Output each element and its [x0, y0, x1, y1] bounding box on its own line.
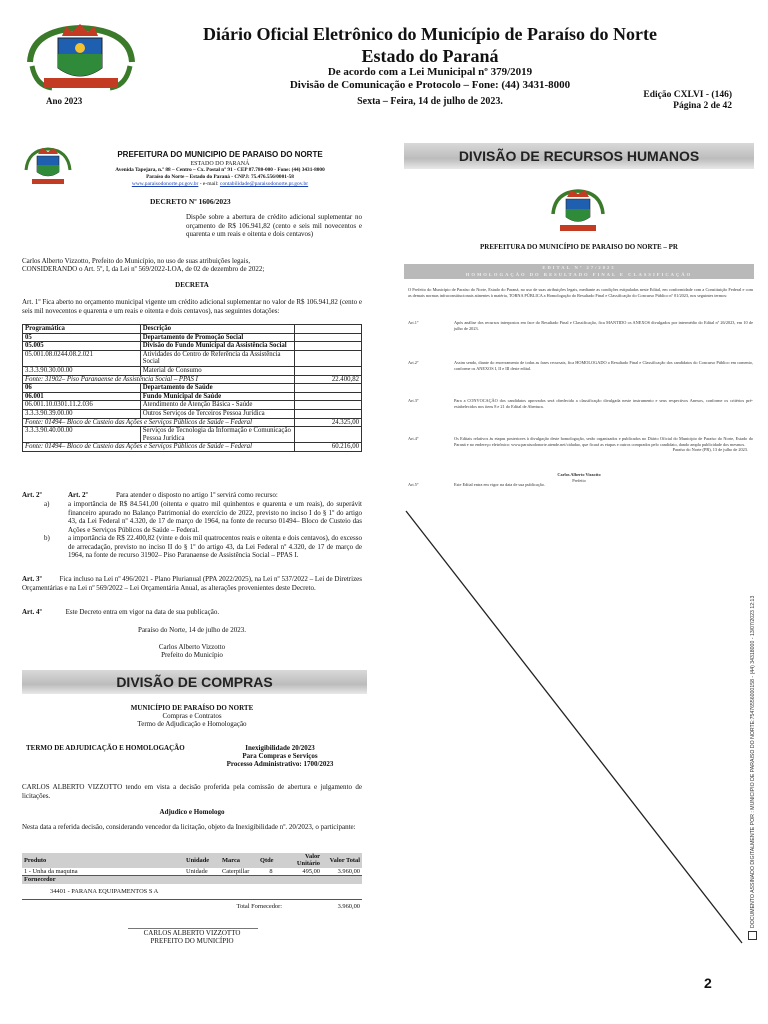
budget-table-row	[23, 427, 362, 443]
budget-code-cell: 3.3.3.90.40.00.00	[23, 427, 141, 443]
compras-signer-role: PREFEITO DO MUNICÍPIO	[150, 937, 234, 945]
budget-header-programatica: Programática	[23, 325, 141, 334]
decree-art4	[22, 608, 362, 617]
budget-code-cell: 05.005	[23, 342, 141, 351]
compras-inexigibilidade: Inexigibilidade 20/2023	[245, 744, 315, 752]
budget-fonte-cell: Fonte: 01494– Bloco de Custeio das Ações e Serviços Públicos de Saúde – Federal	[23, 418, 295, 427]
rh-place-date: Paraíso do Norte (PR), 13 de julho de 2023.	[672, 447, 748, 452]
rh-edital-bar	[404, 264, 754, 279]
compras-table-row	[22, 868, 362, 876]
art2-label-repeat: Art. 2º	[68, 491, 88, 499]
compras-cell-produto: 1 - Unha da maquina	[24, 867, 78, 875]
compras-col-unidade: Unidade	[186, 856, 210, 864]
gazette-year: Ano 2023	[46, 96, 83, 106]
digital-signature-stamp	[748, 0, 757, 940]
compras-total-value: 3.960,00	[337, 903, 360, 911]
edition-label: Edição CXLVI - (146)	[643, 90, 732, 100]
budget-value-cell	[295, 350, 362, 366]
budget-table-row	[23, 366, 362, 375]
budget-table-row	[23, 401, 362, 410]
compras-fornecedor-row	[22, 884, 362, 900]
budget-code-cell: 05.001.08.0244.08.2.021	[23, 350, 141, 366]
budget-code-cell: 06.001.10.0301.11.2.036	[23, 401, 141, 410]
art2-text: Para atender o disposto no artigo 1º servirá como recurso:	[116, 491, 278, 499]
decree-ementa: Dispõe sobre a abertura de crédito adicional suplementar no orçamento de R$ 106.941,82 (cento e seis mil novecentos e quarenta e um reais e oitenta e dois centavos)	[186, 213, 362, 238]
decree-email-link[interactable]: contabilidade@paraisodonorte.pr.gov.br	[219, 181, 309, 187]
decree-site-link[interactable]: www.paraisodonorte.pr.gov.br	[131, 181, 199, 187]
art2-a-label: a)	[44, 500, 50, 508]
rh-article	[408, 320, 753, 332]
budget-code-cell: 06.001	[23, 392, 141, 401]
budget-desc-cell: Material de Consumo	[140, 366, 294, 375]
art2-a-text: a importância de R$ 84.541,00 (oitenta e quatro mil quinhentos e quarenta e um reais), do superávit financeiro apurado no Balanço Patrimonial do exercício de 2022, previsto no inciso I do § 1º do artigo 43, da Lei Federal nº 4.320, de 17 de março de 1964, na fonte de recurso 01494– Bloco de Custeio das Ações e Serviços Públicos de Saúde – Federal.	[68, 500, 362, 534]
decree-number: DECRETO Nº 1606/2023	[150, 197, 231, 206]
art2-b-text: a importância de R$ 22.400,82 (vinte e dois mil quatrocentos reais e oitenta e dois centavos), do excesso de arrecadação, previsto no inciso II do § 1º do artigo 43, da Lei Federal nº 4.320, de 17 de março de 1964, na fonte de recurso 31902– Piso Paranaense de Assistência Social – PPAS I.	[68, 534, 362, 559]
budget-desc-cell: Departamento de Promoção Social	[140, 333, 294, 342]
decree-org-contact	[80, 181, 360, 188]
compras-adj-title: Adjudico e Homologo	[159, 808, 225, 816]
rh-article-text: Assim sendo, diante do encerramento de todas as fases recursais, fica HOMOLOGADO o Resultado Final e Classificação dos candidatos do Concurso Público em comento, conforme os ANEXOS I, II e III deste edital.	[454, 360, 753, 371]
budget-table-row	[23, 375, 362, 384]
decree-decreta: DECRETA	[175, 281, 209, 289]
compras-col-valor-total: Valor Total	[329, 856, 360, 864]
compras-col-marca: Marca	[222, 856, 240, 864]
compras-section-header: DIVISÃO DE COMPRAS	[22, 670, 367, 694]
blank-area-diagonal-line	[400, 505, 750, 950]
gazette-law: De acordo com a Lei Municipal nº 379/2019	[327, 66, 533, 78]
rh-article-label: Art.5º	[408, 482, 419, 487]
budget-header-valor	[295, 325, 362, 334]
rh-section-header: DIVISÃO DE RECURSOS HUMANOS	[404, 143, 754, 169]
rh-article-text: Após análise dos recursos interpostos em face do Resultado Final e Classificação, fica MANTIDO os ANEXOS divulgados por intermédio do Edital nº 26/2023, em 10 de julho de 2023.	[454, 320, 753, 331]
budget-table	[22, 324, 362, 452]
rh-edital-number: EDITAL Nº 27/2023	[542, 265, 616, 270]
gazette-division: Divisão de Comunicação e Protocolo – Fone: (44) 3431-8000	[289, 79, 571, 91]
compras-table-header	[22, 853, 362, 868]
budget-desc-cell: Divisão do Fundo Municipal da Assistência Social	[140, 342, 294, 351]
decree-art1: Art. 1º Fica aberto no orçamento municipal vigente um crédito adicional suplementar no valor de R$ 106.941,82 (cento e seis mil novecentos e quarenta e um reais e oitenta e dois centavos), nas seguintes dotações:	[22, 298, 362, 315]
page-number: 2	[704, 975, 712, 991]
compras-dept: Compras e Contratos	[162, 712, 222, 720]
gazette-date: Sexta – Feira, 14 de julho de 2023.	[357, 96, 503, 107]
art3-text: Fica incluso na Lei nº 496/2021 - Plano Plurianual (PPA 2022/2025), na Lei nº 537/2022 – Lei de Diretrizes Orçamentárias e na Lei nº 569/2022 – Lei Orçamentária Anual, as alterações provenientes deste Decreto.	[22, 575, 363, 592]
decree-signer: Carlos Alberto Vizzotto	[158, 643, 226, 651]
art4-label: Art. 4º	[22, 608, 42, 616]
art3-label: Art. 3º	[22, 575, 42, 583]
compras-table	[22, 853, 362, 910]
decree-org-title: PREFEITURA DO MUNICIPIO DE PARAISO DO NORTE	[117, 150, 323, 159]
compras-total-row	[22, 900, 362, 911]
compras-decision: CARLOS ALBERTO VIZZOTTO tendo em vista a decisão proferida pela comissão de abertura e julgamento de licitações.	[22, 783, 362, 800]
budget-table-header	[23, 325, 362, 334]
rh-article-label: Art.2º	[408, 360, 419, 365]
budget-table-row	[23, 350, 362, 366]
budget-table-row	[23, 333, 362, 342]
compras-signer: CARLOS ALBERTO VIZZOTTO	[143, 929, 241, 937]
compras-fornecedor-name: 34401 - PARANA EQUIPAMENTOS S A	[22, 884, 362, 900]
budget-code-cell: 3.3.3.90.30.00.00	[23, 366, 141, 375]
budget-desc-cell: Fundo Municipal de Saúde	[140, 392, 294, 401]
budget-desc-cell: Serviços de Tecnologia da Informação e Comunicação Pessoa Jurídica	[140, 427, 294, 443]
compras-cell-unidade: Unidade	[186, 867, 208, 875]
budget-value-cell	[295, 342, 362, 351]
rh-article	[408, 398, 753, 410]
compras-org: MUNICÍPIO DE PARAÍSO DO NORTE	[130, 704, 254, 712]
budget-fonte-cell: Fonte: 01494– Bloco de Custeio das Ações e Serviços Públicos de Saúde – Federal	[23, 443, 295, 452]
compras-cell-marca: Caterpillar	[222, 867, 250, 875]
stamp-check-icon	[748, 931, 757, 940]
budget-code-cell: 06	[23, 384, 141, 393]
compras-term: Termo de Adjudicação e Homologação	[137, 720, 247, 728]
page-label: Página 2 de 42	[673, 101, 732, 111]
compras-fornecedor-label: Fornecedor	[24, 876, 56, 884]
compras-table-wrapper	[22, 853, 362, 910]
decree-signer-role: Prefeito do Município	[161, 651, 223, 659]
budget-value-cell	[295, 427, 362, 443]
budget-table-wrapper	[22, 324, 362, 452]
budget-table-row	[23, 342, 362, 351]
compras-cell-qtde: 8	[269, 867, 273, 875]
gazette-edition	[620, 90, 732, 112]
rh-edital-title: HOMOLOGAÇÃO DO RESULTADO FINAL E CLASSIFICAÇÃO	[465, 272, 693, 277]
rh-article-label: Art.4º	[408, 436, 419, 441]
decree-intro-2: CONSIDERANDO o Art. 5º, I, da Lei nº 569/2022-LOA, de 02 de dezembro de 2022;	[22, 265, 265, 273]
budget-value-cell	[295, 384, 362, 393]
art4-text: Este Decreto entra em vigor na data de sua publicação.	[65, 608, 220, 616]
budget-desc-cell: Atendimento de Atenção Básica - Saúde	[140, 401, 294, 410]
compras-para: Para Compras e Serviços	[242, 752, 318, 760]
decree-org-state: ESTADO DO PARANÁ	[190, 161, 250, 167]
budget-table-row	[23, 409, 362, 418]
decree-crest-logo	[22, 146, 74, 188]
decree-org-cnpj: Paraíso do Norte – Estado do Paraná - CNPJ: 75.476.556/0001-58	[146, 174, 294, 180]
rh-items-list	[408, 320, 753, 488]
budget-value-cell	[295, 392, 362, 401]
budget-table-row	[23, 443, 362, 452]
budget-value-cell	[295, 401, 362, 410]
gazette-subtitle: Estado do Paraná	[361, 46, 499, 66]
art2-b-label: b)	[44, 534, 50, 542]
decree-art3	[22, 575, 362, 592]
rh-article-text: Os Editais relativos às etapas posteriores à divulgação deste homologação, serão organizados e publicados no Diário Oficial do Município de Paraíso do Norte, Estado do Paraná e no endereço eletrônico: www.paraisodonorte.atende.net/cidadao, que ficará as etapas e outros comprados pelo candidato, dando ampla publicidade dos mesmos.	[454, 436, 753, 447]
rh-article-label: Art.1º	[408, 320, 419, 325]
gazette-title: Diário Oficial Eletrônico do Município de Paraíso do Norte	[203, 24, 657, 44]
budget-value-cell: 60.216,00	[295, 443, 362, 452]
budget-code-cell: 3.3.3.90.39.00.00	[23, 409, 141, 418]
stamp-text: DOCUMENTO ASSINADO DIGITALMENTE POR : MUNICIPIO DE PARAISO DO NORTE:75476556000158 - (44) 34318000 - 13/07/2023 12:13	[749, 595, 756, 928]
compras-col-valor-unit: Valor Unitário	[296, 853, 320, 868]
rh-signer-role: Prefeito	[572, 478, 586, 483]
compras-col-produto: Produto	[24, 856, 47, 864]
decree-art2	[22, 491, 362, 560]
compras-processo: Processo Administrativo: 1700/2023	[226, 760, 334, 768]
rh-crest-logo	[548, 188, 608, 234]
compras-adj-text: Nesta data a referida decisão, considerando vencedor da licitação, objeto da Inexigibilidade nº. 20/2023, o participante:	[22, 823, 356, 831]
budget-value-cell	[295, 333, 362, 342]
compras-cell-valor-total: 3.960,00	[337, 867, 360, 875]
compras-term-upper: TERMO DE ADJUDICAÇÃO E HOMOLOGAÇÃO	[26, 744, 185, 752]
budget-header-descricao: Descrição	[140, 325, 294, 334]
budget-table-row	[23, 392, 362, 401]
budget-table-row	[23, 418, 362, 427]
rh-intro: O Prefeito do Município de Paraíso do Norte, Estado do Paraná, no uso de suas atribuições legais, mediante as condições estipuladas neste Edital, em conformidade com a Constituição Federal e com as demais normas infraconstitucionais atinentes à matéria, TORNA PÚBLICA a Homologação do Resultado Final e Classificação do Concurso Público nº 01/2023, nos seguintes termos:	[408, 287, 753, 298]
budget-desc-cell: Departamento de Saúde	[140, 384, 294, 393]
budget-value-cell: 24.325,00	[295, 418, 362, 427]
compras-col-qtde: Qtde	[260, 856, 274, 864]
decree-org-address: Avenida Tapejara, n.º 88 – Centro – Cx. Postal nº 91 - CEP 87.780-000 - Fone: (44) 3431-8000	[115, 167, 325, 173]
compras-fornecedor-header	[22, 876, 362, 884]
art2-label: Art. 2º	[22, 491, 42, 499]
budget-value-cell: 22.400,82	[295, 375, 362, 384]
rh-org: PREFEITURA DO MUNICÍPIO DE PARAISO DO NORTE – PR	[480, 243, 678, 251]
budget-fonte-cell: Fonte: 31902– Piso Paranaense de Assistência Social – PPAS I	[23, 375, 295, 384]
compras-total-label: Total Fornecedor:	[236, 903, 282, 911]
rh-article-text: Para a CONVOCAÇÃO dos candidatos aprovados será obedecida a classificação divulgada neste instrumento e seus respectivos Anexos, conforme os critérios pré-estabelecidos nos itens 8 e 21 do Edital de Abertura.	[454, 398, 753, 409]
budget-desc-cell: Outros Serviços de Terceiros Pessoa Jurídica	[140, 409, 294, 418]
municipal-crest-logo	[22, 22, 140, 94]
budget-value-cell	[295, 409, 362, 418]
decree-place-date: Paraíso do Norte, 14 de julho de 2023.	[138, 626, 246, 634]
budget-value-cell	[295, 366, 362, 375]
rh-article-label: Art.3º	[408, 398, 419, 403]
budget-table-row	[23, 384, 362, 393]
budget-code-cell: 05	[23, 333, 141, 342]
decree-email-label: - e-mail:	[199, 181, 219, 187]
compras-cell-valor-unit: 495,00	[302, 867, 320, 875]
rh-signer: Carlos Alberto Vizzotto	[557, 472, 601, 477]
rh-article-text: Este Edital entra em vigor na data de sua publicação.	[454, 482, 545, 487]
decree-intro-1: Carlos Alberto Vizzotto, Prefeito do Município, no uso de suas atribuições legais,	[22, 257, 251, 265]
budget-desc-cell: Atividades do Centro de Referência da Assistência Social	[140, 350, 294, 366]
rh-article	[408, 360, 753, 372]
